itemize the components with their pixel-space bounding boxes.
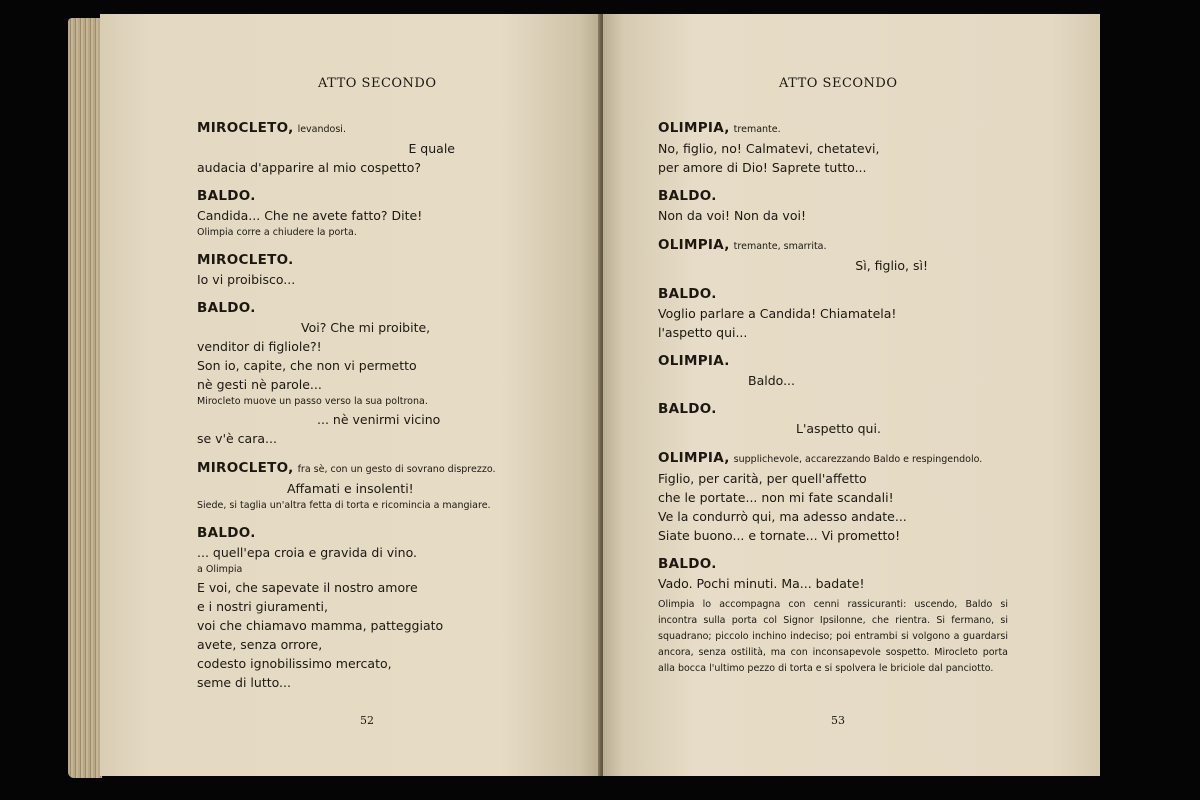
verse-line: per amore di Dio! Saprete tutto... xyxy=(658,160,867,175)
speaker-name: BALDO. xyxy=(658,286,717,302)
verse-line: Sì, figlio, sì! xyxy=(855,258,928,273)
left-page-text xyxy=(197,118,527,692)
verse-line: Son io, capite, che non vi permetto xyxy=(197,358,417,373)
stage-direction: Olimpia lo accompagna con cenni rassicuranti: uscendo, Baldo si incontra sulla porta col Signor Ipsilonne, che rientra. Si fermano, si squadrano; piccolo inchino indeciso; poi entrambi si volgono a guardarsi ancora, senza ostilità, ma con inconsapevole sospetto. Mirocleto porta alla bocca l'ultimo pezzo di torta e si spolvera le briciole dal panciotto. xyxy=(658,599,1008,674)
verse-line: che le portate... non mi fate scandali! xyxy=(658,490,894,505)
verse-line: Baldo... xyxy=(748,373,795,388)
verse-line: se v'è cara... xyxy=(197,431,277,446)
speaker-name: OLIMPIA. xyxy=(658,353,730,369)
speaker-name: BALDO. xyxy=(197,300,256,316)
running-head: ATTO SECONDO xyxy=(318,76,437,91)
verse-line: ... nè venirmi vicino xyxy=(317,412,441,427)
verse-line: venditor di figliole?! xyxy=(197,339,322,354)
verse-line: No, figlio, no! Calmatevi, chetatevi, xyxy=(658,141,880,156)
speech-block xyxy=(658,352,1008,390)
page-number: 53 xyxy=(831,714,845,727)
verse-line: ... quell'epa croia e gravida di vino. xyxy=(197,545,417,560)
verse-line: Ve la condurrò qui, ma adesso andate... xyxy=(658,509,907,524)
running-head: ATTO SECONDO xyxy=(779,76,898,91)
verse-line: Io vi proibisco... xyxy=(197,272,296,287)
speech-block xyxy=(197,118,527,177)
verse-line: voi che chiamavo mamma, patteggiato xyxy=(197,618,444,633)
speaker-name: BALDO. xyxy=(197,188,256,204)
speaker-name: OLIMPIA, xyxy=(658,450,730,466)
speech-block xyxy=(197,524,527,692)
speaker-name: BALDO. xyxy=(658,556,717,572)
verse-line: L'aspetto qui. xyxy=(796,421,881,436)
aside-direction: a Olimpia xyxy=(197,564,243,575)
right-page xyxy=(603,14,1100,776)
speaker-name: OLIMPIA, xyxy=(658,120,730,136)
speaker-name: BALDO. xyxy=(197,525,256,541)
left-page xyxy=(100,14,600,776)
verse-line: Non da voi! Non da voi! xyxy=(658,208,806,223)
speaker-name: MIROCLETO. xyxy=(197,252,294,268)
verse-line: audacia d'apparire al mio cospetto? xyxy=(197,160,421,175)
speech-block xyxy=(658,400,1008,438)
verse-line: Candida... Che ne avete fatto? Dite! xyxy=(197,208,423,223)
speech-block xyxy=(658,187,1008,225)
verse-line: Voglio parlare a Candida! Chiamatela! xyxy=(658,306,897,321)
verse-line: E voi, che sapevate il nostro amore xyxy=(197,580,418,595)
verse-line: nè gesti nè parole... xyxy=(197,377,322,392)
stage-direction: supplichevole, accarezzando Baldo e respingendolo. xyxy=(733,454,983,465)
speaker-name: OLIMPIA, xyxy=(658,237,730,253)
speech-block xyxy=(197,251,527,289)
verse-line: Voi? Che mi proibite, xyxy=(301,320,431,335)
verse-line: E quale xyxy=(408,141,455,156)
speech-block xyxy=(658,448,1008,545)
stage-direction: Olimpia corre a chiudere la porta. xyxy=(197,227,357,238)
right-page-text xyxy=(658,118,1008,677)
speech-block xyxy=(197,299,527,448)
verse-line: avete, senza orrore, xyxy=(197,637,323,652)
stage-direction: levandosi. xyxy=(297,124,346,135)
page-edges xyxy=(68,18,102,778)
stage-direction: Mirocleto muove un passo verso la sua poltrona. xyxy=(197,396,428,407)
speech-block xyxy=(197,187,527,241)
verse-line: codesto ignobilissimo mercato, xyxy=(197,656,392,671)
verse-line: e i nostri giuramenti, xyxy=(197,599,328,614)
speech-block xyxy=(658,285,1008,342)
verse-line: Vado. Pochi minuti. Ma... badate! xyxy=(658,576,865,591)
page-number: 52 xyxy=(360,714,374,727)
speech-block xyxy=(658,555,1008,677)
verse-line: seme di lutto... xyxy=(197,675,291,690)
speaker-name: BALDO. xyxy=(658,401,717,417)
verse-line: Figlio, per carità, per quell'affetto xyxy=(658,471,867,486)
verse-line: Siate buono... e tornate... Vi prometto! xyxy=(658,528,901,543)
speaker-name: BALDO. xyxy=(658,188,717,204)
verse-line: l'aspetto qui... xyxy=(658,325,748,340)
speech-block xyxy=(197,458,527,514)
speaker-name: MIROCLETO, xyxy=(197,460,294,476)
stage-direction: tremante, smarrita. xyxy=(733,241,827,252)
stage-direction: tremante. xyxy=(733,124,781,135)
speaker-name: MIROCLETO, xyxy=(197,120,294,136)
speech-block xyxy=(658,118,1008,177)
verse-line: Affamati e insolenti! xyxy=(287,481,414,496)
speech-block xyxy=(658,235,1008,275)
stage-direction: fra sè, con un gesto di sovrano disprezzo. xyxy=(297,464,496,475)
stage-direction: Siede, si taglia un'altra fetta di torta e ricomincia a mangiare. xyxy=(197,500,491,511)
